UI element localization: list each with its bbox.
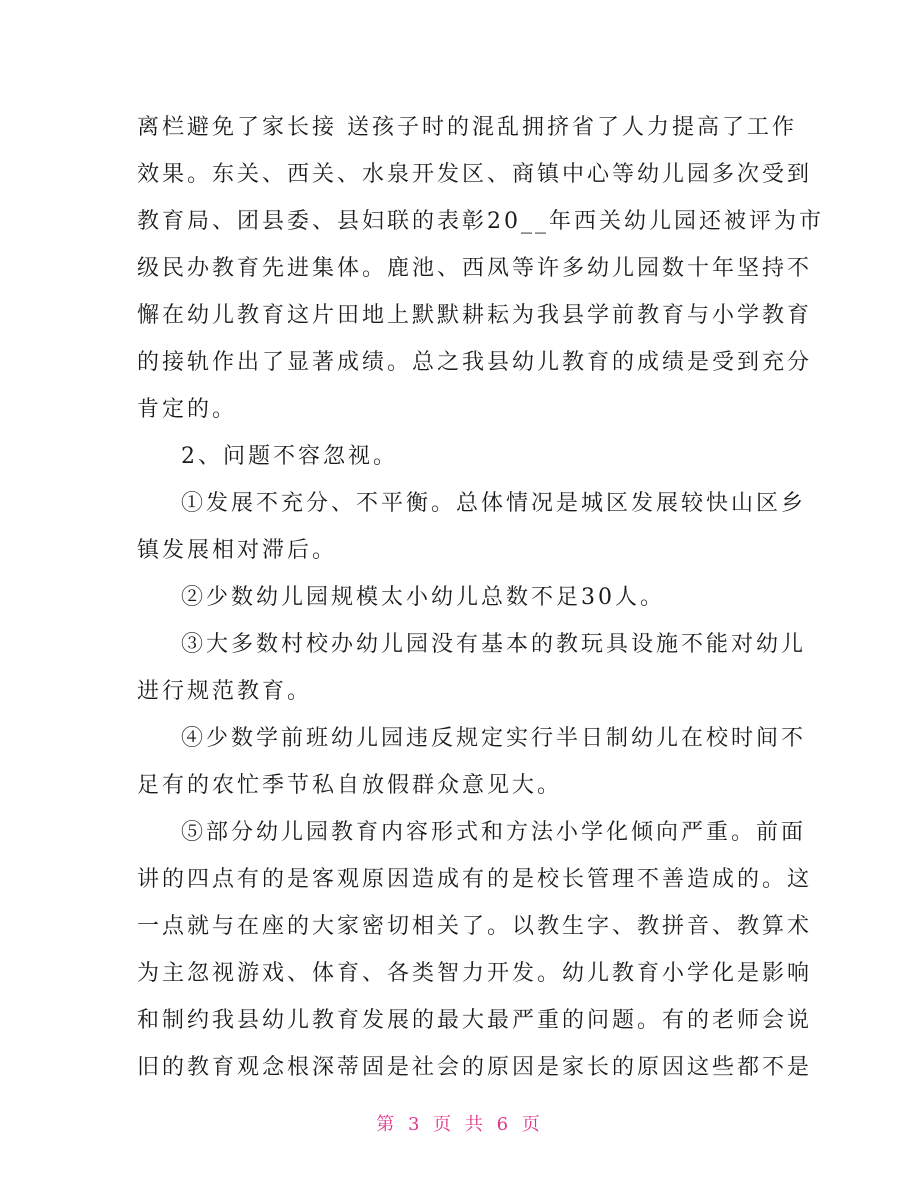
text-line: ①发展不充分、不平衡。总体情况是城区发展较快山区乡 bbox=[181, 491, 807, 516]
text-line: 为主忽视游戏、体育、各类智力开发。幼儿教育小学化是影响 bbox=[137, 961, 813, 986]
text-line: 懈在幼儿教育这片田地上默默耕耘为我县学前教育与小学教育 bbox=[137, 303, 813, 328]
text-line: ④少数学前班幼儿园违反规定实行半日制幼儿在校时间不 bbox=[181, 726, 807, 751]
text-line: 级民办教育先进集体。鹿池、西凤等许多幼儿园数十年坚持不 bbox=[137, 256, 813, 281]
text-line: ⑤部分幼儿园教育内容形式和方法小学化倾向严重。前面 bbox=[181, 820, 807, 845]
text-line: 旧的教育观念根深蒂固是社会的原因是家长的原因这些都不是 bbox=[137, 1055, 813, 1080]
text-line: 讲的四点有的是客观原因造成有的是校长管理不善造成的。这 bbox=[137, 867, 813, 892]
text-line: 教育局、团县委、县妇联的表彰20__年西关幼儿园还被评为市 bbox=[137, 209, 824, 234]
text-line: ③大多数村校办幼儿园没有基本的教玩具设施不能对幼儿 bbox=[181, 632, 807, 657]
text-line: 一点就与在座的大家密切相关了。以教生字、教拼音、教算术 bbox=[137, 914, 813, 939]
text-line: 的接轨作出了显著成绩。总之我县幼儿教育的成绩是受到充分 bbox=[137, 350, 813, 375]
text-line: ②少数幼儿园规模太小幼儿总数不足30人。 bbox=[181, 585, 665, 610]
text-line: 镇发展相对滞后。 bbox=[137, 538, 338, 563]
text-line: 肯定的。 bbox=[137, 397, 238, 422]
text-line: 离栏避免了家长接 送孩子时的混乱拥挤省了人力提高了工作 bbox=[137, 115, 797, 140]
body-text bbox=[137, 104, 824, 1091]
text-line: 效果。东关、西关、水泉开发区、商镇中心等幼儿园多次受到 bbox=[137, 162, 813, 187]
text-line: 2、问题不容忽视。 bbox=[181, 444, 398, 469]
text-line: 进行规范教育。 bbox=[137, 679, 313, 704]
page-number-footer: 第 3 页 共 6 页 bbox=[376, 1114, 544, 1135]
text-line: 足有的农忙季节私自放假群众意见大。 bbox=[137, 773, 563, 798]
text-line: 和制约我县幼儿教育发展的最大最严重的问题。有的老师会说 bbox=[137, 1008, 813, 1033]
